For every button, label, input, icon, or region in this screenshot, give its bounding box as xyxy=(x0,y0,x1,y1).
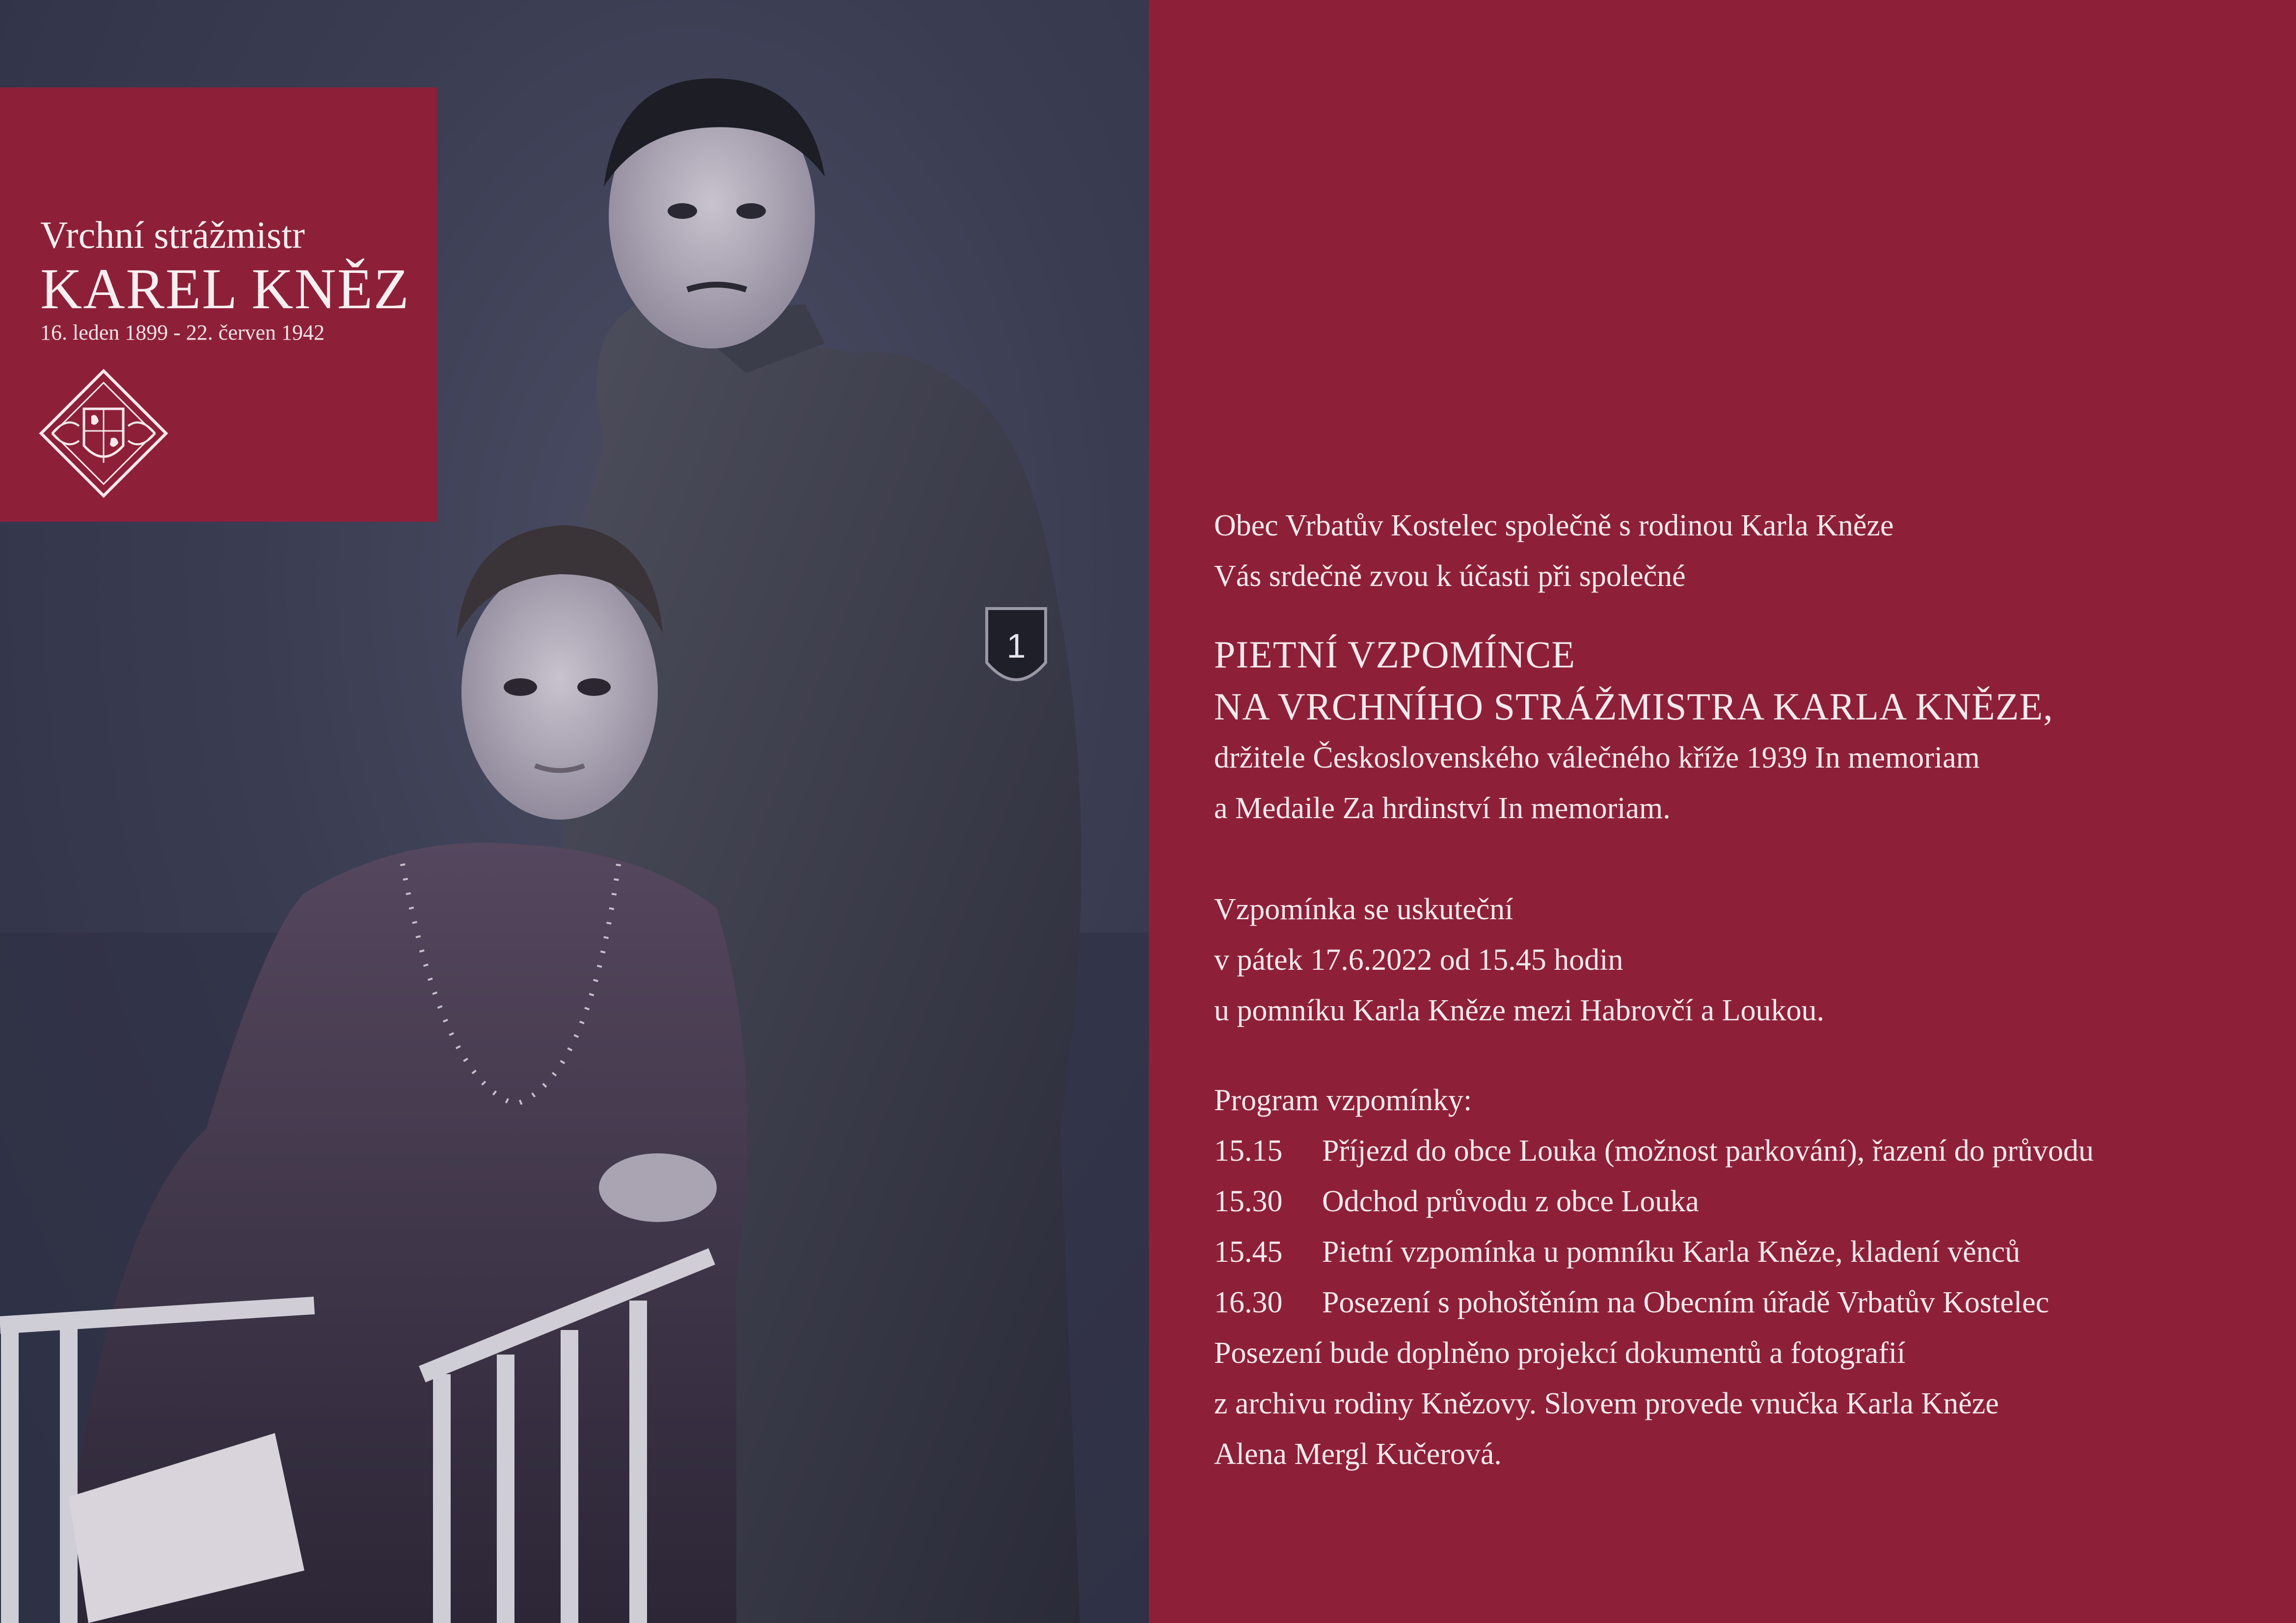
program-text: Posezení s pohoštěním na Obecním úřadě Vrbatův Kostelec xyxy=(1322,1286,2050,1319)
program-time: 15.45 xyxy=(1214,1235,1283,1269)
event-details xyxy=(1214,884,2269,1036)
closing-line: Posezení bude doplněno projekcí dokumentů a fotografií xyxy=(1214,1336,1906,1370)
heading xyxy=(1214,629,2269,733)
program-text: Odchod průvodu z obce Louka xyxy=(1322,1185,1699,1218)
program-time: 15.30 xyxy=(1214,1185,1283,1218)
program-item xyxy=(1214,1126,2269,1176)
intro xyxy=(1214,501,2269,602)
closing-line: z archivu rodiny Knězovy. Slovem provede vnučka Karla Kněze xyxy=(1214,1387,1999,1420)
program-text: Pietní vzpomínka u pomníku Karla Kněze, kladení věnců xyxy=(1322,1235,2021,1269)
event-line: v pátek 17.6.2022 od 15.45 hodin xyxy=(1214,943,1623,977)
invitation-text xyxy=(1214,501,2269,1480)
intro-line: Obec Vrbatův Kostelec společně s rodinou Karla Kněze xyxy=(1214,509,1894,542)
event-line: u pomníku Karla Kněze mezi Habrovčí a Loukou. xyxy=(1214,994,1825,1027)
honors-line: a Medaile Za hrdinství In memoriam. xyxy=(1214,792,1671,825)
event-line: Vzpomínka se uskuteční xyxy=(1214,893,1513,926)
program-time: 15.15 xyxy=(1214,1134,1283,1168)
heading-line: PIETNÍ VZPOMÍNCE xyxy=(1214,633,1576,676)
title-rank: Vrchní strážmistr xyxy=(40,213,305,256)
program-item xyxy=(1214,1176,2269,1227)
intro-line: Vás srdečně zvou k účasti při společné xyxy=(1214,559,1686,593)
honors-line: držitele Československého válečného kříže 1939 In memoriam xyxy=(1214,741,1980,774)
title-box xyxy=(0,87,437,522)
program-item xyxy=(1214,1227,2269,1277)
program-item xyxy=(1214,1277,2269,1328)
heading-line: NA VRCHNÍHO STRÁŽMISTRA KARLA KNĚZE, xyxy=(1214,685,2053,728)
honors xyxy=(1214,733,2269,834)
coat-of-arms-emblem-icon xyxy=(37,367,170,500)
closing-line: Alena Mergl Kučerová. xyxy=(1214,1437,1502,1471)
program xyxy=(1214,1075,2269,1480)
title-dates: 16. leden 1899 - 22. červen 1942 xyxy=(40,320,325,345)
program-text: Příjezd do obce Louka (možnost parkování), řazení do průvodu xyxy=(1322,1134,2094,1168)
program-time: 16.30 xyxy=(1214,1286,1283,1319)
title-name: KAREL KNĚZ xyxy=(40,257,410,321)
program-title: Program vzpomínky: xyxy=(1214,1084,1472,1117)
sleeve-badge-number: 1 xyxy=(1006,627,1026,665)
